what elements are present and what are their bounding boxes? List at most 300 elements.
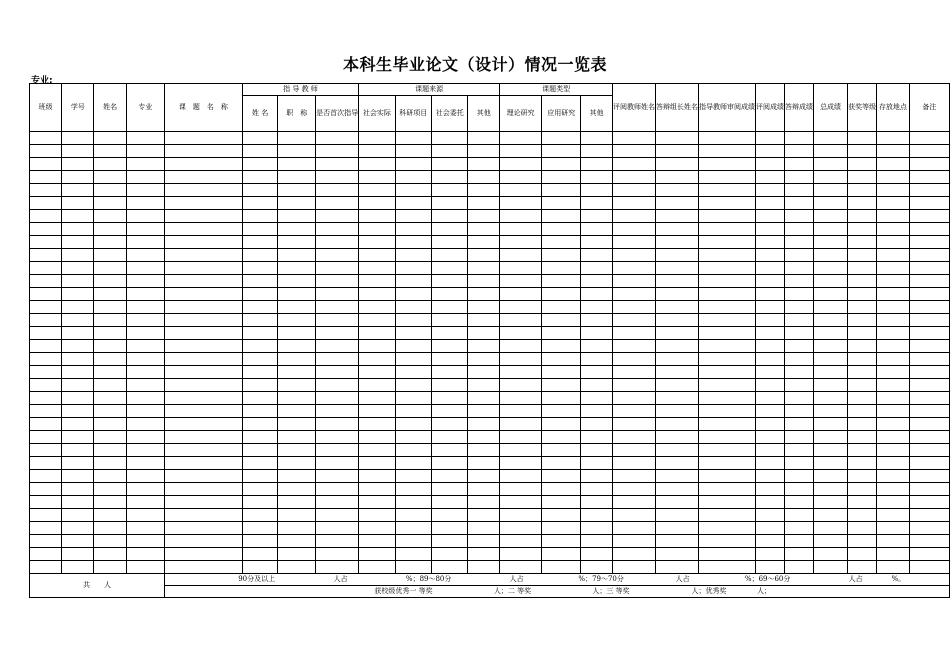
table-cell[interactable] [359,223,395,236]
table-cell[interactable] [785,184,814,197]
table-cell[interactable] [613,171,656,184]
table-cell[interactable] [359,340,395,353]
table-cell[interactable] [699,483,756,496]
table-cell[interactable] [278,535,316,548]
table-cell[interactable] [613,327,656,340]
table-cell[interactable] [848,431,877,444]
table-cell[interactable] [785,171,814,184]
table-cell[interactable] [62,197,94,210]
table-cell[interactable] [164,158,242,171]
table-cell[interactable] [656,340,699,353]
table-cell[interactable] [613,145,656,158]
table-cell[interactable] [242,301,278,314]
table-cell[interactable] [468,275,500,288]
table-cell[interactable] [848,444,877,457]
table-cell[interactable] [848,522,877,535]
table-cell[interactable] [909,548,949,561]
table-cell[interactable] [316,262,359,275]
table-cell[interactable] [756,483,785,496]
table-cell[interactable] [30,535,62,548]
table-cell[interactable] [848,379,877,392]
table-cell[interactable] [62,483,94,496]
table-cell[interactable] [848,496,877,509]
table-cell[interactable] [785,522,814,535]
table-cell[interactable] [30,431,62,444]
table-cell[interactable] [785,249,814,262]
table-cell[interactable] [699,509,756,522]
table-cell[interactable] [468,158,500,171]
table-cell[interactable] [656,301,699,314]
table-cell[interactable] [785,535,814,548]
table-cell[interactable] [785,223,814,236]
table-cell[interactable] [242,561,278,574]
table-cell[interactable] [94,197,126,210]
table-cell[interactable] [848,210,877,223]
table-cell[interactable] [656,262,699,275]
table-cell[interactable] [785,145,814,158]
table-cell[interactable] [432,366,468,379]
table-cell[interactable] [316,236,359,249]
table-cell[interactable] [877,223,910,236]
table-cell[interactable] [164,392,242,405]
table-cell[interactable] [581,353,613,366]
table-cell[interactable] [395,444,431,457]
table-cell[interactable] [756,145,785,158]
table-cell[interactable] [94,327,126,340]
table-cell[interactable] [395,132,431,145]
table-cell[interactable] [432,184,468,197]
table-cell[interactable] [242,288,278,301]
table-cell[interactable] [656,379,699,392]
table-cell[interactable] [542,184,581,197]
table-cell[interactable] [581,392,613,405]
table-cell[interactable] [814,353,848,366]
table-cell[interactable] [656,158,699,171]
table-cell[interactable] [909,353,949,366]
table-cell[interactable] [500,301,542,314]
table-cell[interactable] [542,145,581,158]
table-cell[interactable] [242,353,278,366]
table-cell[interactable] [62,314,94,327]
table-cell[interactable] [848,145,877,158]
table-cell[interactable] [756,301,785,314]
table-cell[interactable] [359,145,395,158]
table-cell[interactable] [542,483,581,496]
table-cell[interactable] [756,171,785,184]
table-cell[interactable] [30,158,62,171]
table-cell[interactable] [542,405,581,418]
table-cell[interactable] [278,470,316,483]
table-cell[interactable] [756,496,785,509]
table-cell[interactable] [395,522,431,535]
table-cell[interactable] [359,431,395,444]
table-cell[interactable] [126,418,164,431]
table-cell[interactable] [909,327,949,340]
table-cell[interactable] [500,496,542,509]
table-cell[interactable] [656,353,699,366]
table-cell[interactable] [500,210,542,223]
table-cell[interactable] [909,366,949,379]
table-cell[interactable] [848,392,877,405]
table-cell[interactable] [359,496,395,509]
table-cell[interactable] [359,561,395,574]
table-cell[interactable] [500,431,542,444]
table-cell[interactable] [359,483,395,496]
table-cell[interactable] [62,418,94,431]
table-cell[interactable] [785,379,814,392]
table-cell[interactable] [62,431,94,444]
table-cell[interactable] [278,132,316,145]
table-cell[interactable] [395,496,431,509]
table-cell[interactable] [581,327,613,340]
table-cell[interactable] [542,132,581,145]
table-cell[interactable] [699,132,756,145]
table-cell[interactable] [242,483,278,496]
table-cell[interactable] [242,249,278,262]
table-cell[interactable] [359,470,395,483]
table-cell[interactable] [126,496,164,509]
table-cell[interactable] [395,470,431,483]
table-cell[interactable] [814,418,848,431]
table-cell[interactable] [699,457,756,470]
table-cell[interactable] [656,483,699,496]
table-cell[interactable] [877,288,910,301]
table-cell[interactable] [126,275,164,288]
table-cell[interactable] [395,366,431,379]
table-cell[interactable] [581,483,613,496]
table-cell[interactable] [500,314,542,327]
table-cell[interactable] [877,405,910,418]
table-cell[interactable] [756,197,785,210]
table-cell[interactable] [848,405,877,418]
table-cell[interactable] [500,288,542,301]
table-cell[interactable] [699,145,756,158]
table-cell[interactable] [126,301,164,314]
table-cell[interactable] [126,197,164,210]
table-cell[interactable] [468,301,500,314]
table-cell[interactable] [164,236,242,249]
table-cell[interactable] [395,249,431,262]
table-cell[interactable] [278,171,316,184]
table-cell[interactable] [278,379,316,392]
table-cell[interactable] [613,197,656,210]
table-cell[interactable] [395,457,431,470]
table-cell[interactable] [468,418,500,431]
table-cell[interactable] [877,483,910,496]
table-cell[interactable] [395,275,431,288]
table-cell[interactable] [468,483,500,496]
table-cell[interactable] [785,288,814,301]
table-cell[interactable] [30,509,62,522]
table-cell[interactable] [613,223,656,236]
table-cell[interactable] [656,210,699,223]
table-cell[interactable] [756,379,785,392]
table-cell[interactable] [699,197,756,210]
table-cell[interactable] [242,262,278,275]
table-cell[interactable] [877,353,910,366]
table-cell[interactable] [164,145,242,158]
table-cell[interactable] [500,457,542,470]
table-cell[interactable] [164,457,242,470]
table-cell[interactable] [62,457,94,470]
table-cell[interactable] [359,457,395,470]
table-cell[interactable] [848,366,877,379]
table-cell[interactable] [756,236,785,249]
table-cell[interactable] [316,301,359,314]
table-cell[interactable] [814,145,848,158]
table-cell[interactable] [164,496,242,509]
table-cell[interactable] [877,457,910,470]
table-cell[interactable] [94,496,126,509]
table-cell[interactable] [94,392,126,405]
table-cell[interactable] [278,275,316,288]
table-cell[interactable] [656,223,699,236]
table-cell[interactable] [468,548,500,561]
table-cell[interactable] [432,418,468,431]
table-cell[interactable] [432,483,468,496]
table-cell[interactable] [316,223,359,236]
table-cell[interactable] [613,522,656,535]
table-cell[interactable] [94,301,126,314]
table-cell[interactable] [756,288,785,301]
table-cell[interactable] [542,548,581,561]
table-cell[interactable] [785,457,814,470]
table-cell[interactable] [94,470,126,483]
table-cell[interactable] [316,483,359,496]
table-cell[interactable] [848,223,877,236]
table-cell[interactable] [164,535,242,548]
table-cell[interactable] [30,340,62,353]
table-cell[interactable] [94,184,126,197]
table-cell[interactable] [126,132,164,145]
table-cell[interactable] [94,483,126,496]
table-cell[interactable] [500,132,542,145]
table-cell[interactable] [909,379,949,392]
table-cell[interactable] [164,132,242,145]
table-cell[interactable] [94,249,126,262]
table-cell[interactable] [395,158,431,171]
table-cell[interactable] [395,210,431,223]
table-cell[interactable] [613,561,656,574]
table-cell[interactable] [432,171,468,184]
table-cell[interactable] [814,431,848,444]
table-cell[interactable] [30,288,62,301]
table-cell[interactable] [359,444,395,457]
table-cell[interactable] [656,522,699,535]
table-cell[interactable] [432,249,468,262]
table-cell[interactable] [656,392,699,405]
table-cell[interactable] [785,301,814,314]
table-cell[interactable] [164,301,242,314]
table-cell[interactable] [126,522,164,535]
table-cell[interactable] [542,275,581,288]
table-cell[interactable] [909,158,949,171]
table-cell[interactable] [613,249,656,262]
table-cell[interactable] [656,288,699,301]
table-cell[interactable] [316,340,359,353]
table-cell[interactable] [316,210,359,223]
table-cell[interactable] [30,470,62,483]
table-cell[interactable] [656,509,699,522]
table-cell[interactable] [278,249,316,262]
table-cell[interactable] [581,210,613,223]
table-cell[interactable] [62,522,94,535]
table-cell[interactable] [278,158,316,171]
table-cell[interactable] [877,444,910,457]
table-cell[interactable] [699,236,756,249]
table-cell[interactable] [316,496,359,509]
table-cell[interactable] [62,366,94,379]
table-cell[interactable] [126,431,164,444]
table-cell[interactable] [164,249,242,262]
table-cell[interactable] [785,353,814,366]
table-cell[interactable] [359,184,395,197]
table-cell[interactable] [909,132,949,145]
table-cell[interactable] [316,132,359,145]
table-cell[interactable] [316,444,359,457]
table-cell[interactable] [316,145,359,158]
table-cell[interactable] [468,522,500,535]
table-cell[interactable] [500,444,542,457]
table-cell[interactable] [432,340,468,353]
table-cell[interactable] [500,483,542,496]
table-cell[interactable] [359,366,395,379]
table-cell[interactable] [848,353,877,366]
table-cell[interactable] [500,197,542,210]
table-cell[interactable] [30,236,62,249]
table-cell[interactable] [126,444,164,457]
table-cell[interactable] [468,535,500,548]
table-cell[interactable] [699,444,756,457]
table-cell[interactable] [542,379,581,392]
table-cell[interactable] [542,561,581,574]
table-cell[interactable] [542,392,581,405]
table-cell[interactable] [278,236,316,249]
table-cell[interactable] [848,236,877,249]
table-cell[interactable] [756,132,785,145]
table-cell[interactable] [164,327,242,340]
table-cell[interactable] [126,210,164,223]
table-cell[interactable] [30,314,62,327]
table-cell[interactable] [699,301,756,314]
table-cell[interactable] [432,288,468,301]
table-cell[interactable] [395,314,431,327]
table-cell[interactable] [432,132,468,145]
table-cell[interactable] [94,353,126,366]
table-cell[interactable] [395,405,431,418]
table-cell[interactable] [613,288,656,301]
table-cell[interactable] [500,327,542,340]
table-cell[interactable] [785,366,814,379]
table-cell[interactable] [94,405,126,418]
table-cell[interactable] [699,340,756,353]
table-cell[interactable] [62,327,94,340]
table-cell[interactable] [848,158,877,171]
table-cell[interactable] [30,275,62,288]
table-cell[interactable] [278,496,316,509]
table-cell[interactable] [909,171,949,184]
table-cell[interactable] [814,470,848,483]
table-cell[interactable] [94,236,126,249]
table-cell[interactable] [756,548,785,561]
table-cell[interactable] [699,327,756,340]
table-cell[interactable] [909,418,949,431]
table-cell[interactable] [656,444,699,457]
table-cell[interactable] [30,548,62,561]
table-cell[interactable] [581,470,613,483]
table-cell[interactable] [126,457,164,470]
table-cell[interactable] [359,327,395,340]
table-cell[interactable] [242,158,278,171]
table-cell[interactable] [359,210,395,223]
table-cell[interactable] [242,431,278,444]
table-cell[interactable] [468,184,500,197]
table-cell[interactable] [164,275,242,288]
table-cell[interactable] [785,340,814,353]
table-cell[interactable] [164,353,242,366]
table-cell[interactable] [278,301,316,314]
table-cell[interactable] [278,288,316,301]
table-cell[interactable] [164,561,242,574]
table-cell[interactable] [468,457,500,470]
table-cell[interactable] [164,522,242,535]
table-cell[interactable] [316,314,359,327]
table-cell[interactable] [316,288,359,301]
table-cell[interactable] [756,158,785,171]
table-cell[interactable] [30,405,62,418]
table-cell[interactable] [242,509,278,522]
table-cell[interactable] [359,418,395,431]
table-cell[interactable] [877,184,910,197]
table-cell[interactable] [814,132,848,145]
table-cell[interactable] [164,379,242,392]
table-cell[interactable] [242,327,278,340]
table-cell[interactable] [542,509,581,522]
table-cell[interactable] [814,327,848,340]
table-cell[interactable] [613,418,656,431]
table-cell[interactable] [468,223,500,236]
table-cell[interactable] [30,327,62,340]
table-cell[interactable] [656,431,699,444]
table-cell[interactable] [468,197,500,210]
table-cell[interactable] [126,561,164,574]
table-cell[interactable] [359,509,395,522]
table-cell[interactable] [656,184,699,197]
table-cell[interactable] [613,483,656,496]
table-cell[interactable] [94,548,126,561]
table-cell[interactable] [699,249,756,262]
table-cell[interactable] [613,314,656,327]
table-cell[interactable] [164,483,242,496]
table-cell[interactable] [613,353,656,366]
table-cell[interactable] [542,288,581,301]
table-cell[interactable] [316,184,359,197]
table-cell[interactable] [814,288,848,301]
table-cell[interactable] [30,379,62,392]
table-cell[interactable] [242,314,278,327]
table-cell[interactable] [500,418,542,431]
table-cell[interactable] [316,171,359,184]
table-cell[interactable] [542,158,581,171]
table-cell[interactable] [785,392,814,405]
table-cell[interactable] [785,509,814,522]
table-cell[interactable] [242,496,278,509]
table-cell[interactable] [468,392,500,405]
table-cell[interactable] [699,158,756,171]
table-cell[interactable] [30,444,62,457]
table-cell[interactable] [785,275,814,288]
table-cell[interactable] [877,249,910,262]
